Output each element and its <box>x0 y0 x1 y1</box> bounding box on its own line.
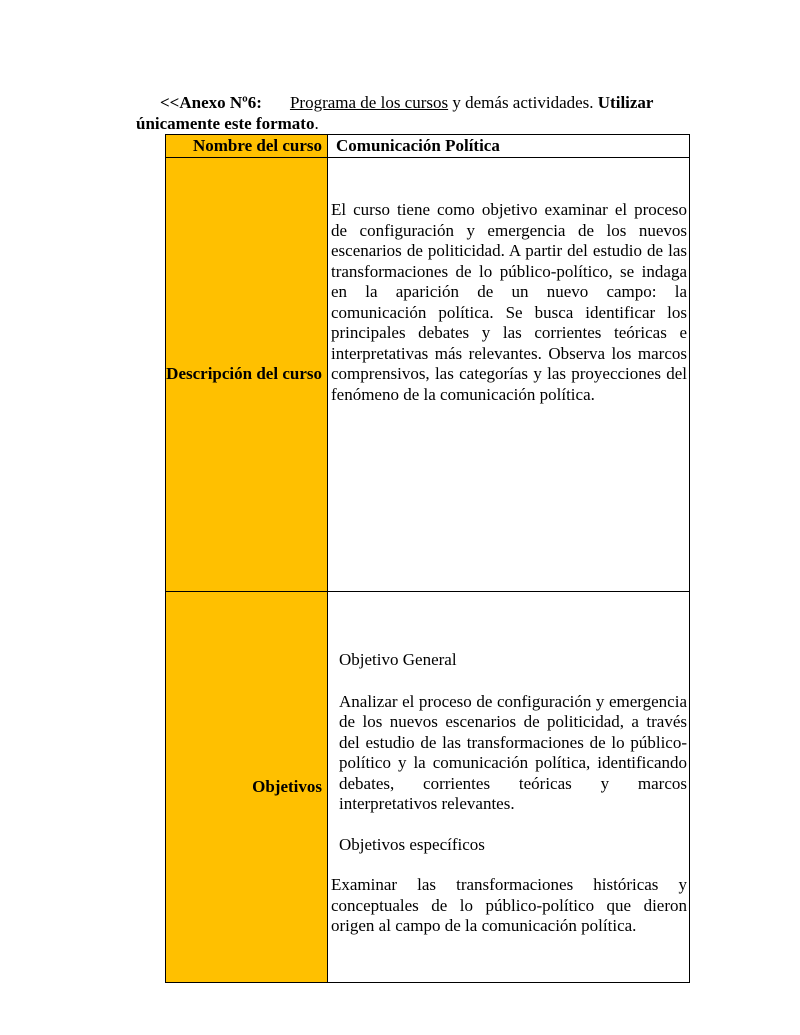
annex-number: <<Anexo Nº6: <box>160 93 262 112</box>
course-name-value: Comunicación Política <box>328 135 690 158</box>
description-text: El curso tiene como objetivo examinar el proceso de configuración y emergencia de los nuevos escenarios de politicidad. A partir del estudio de las transformaciones de lo público-político, se indaga en la aparición de un nuevo campo: la comunicación política. Se busca identificar los principales debates y las corrientes teóricas e interpretativas más relevantes. Observa los marcos comprensivos, las categorías y las proyecciones del fenómeno de la comunicación política. <box>328 158 690 592</box>
description-label: Descripción del curso <box>166 158 328 592</box>
specific-objective-text: Examinar las transformaciones históricas y conceptuales de lo público-político que dieron origen al campo de la comunicación política. <box>331 875 687 935</box>
heading-instruction-part1: Utilizar <box>597 93 654 112</box>
heading-middle-text: y demás actividades. <box>448 93 598 112</box>
general-objective-text: Analizar el proceso de configuración y emergencia de los nuevos escenarios de politicidad, a través del estudio de las transformaciones de lo público-político y la comunicación política, identificando debates, corrientes teóricas y marcos interpretativos relevantes. <box>339 691 687 813</box>
heading-instruction-part2: únicamente este formato <box>136 114 315 133</box>
heading-period: . <box>314 114 319 133</box>
course-name-label: Nombre del curso <box>166 135 328 158</box>
objectives-row <box>166 592 690 983</box>
annex-heading <box>136 92 696 134</box>
course-name-row <box>166 135 690 158</box>
course-program-table <box>165 134 690 983</box>
course-program-link: Programa de los cursos <box>289 93 449 112</box>
objectives-label: Objetivos <box>166 592 328 983</box>
description-row <box>166 158 690 592</box>
specific-objectives-title: Objetivos específicos <box>339 834 485 854</box>
general-objective-title: Objetivo General <box>339 650 457 669</box>
objectives-cell <box>328 592 690 983</box>
